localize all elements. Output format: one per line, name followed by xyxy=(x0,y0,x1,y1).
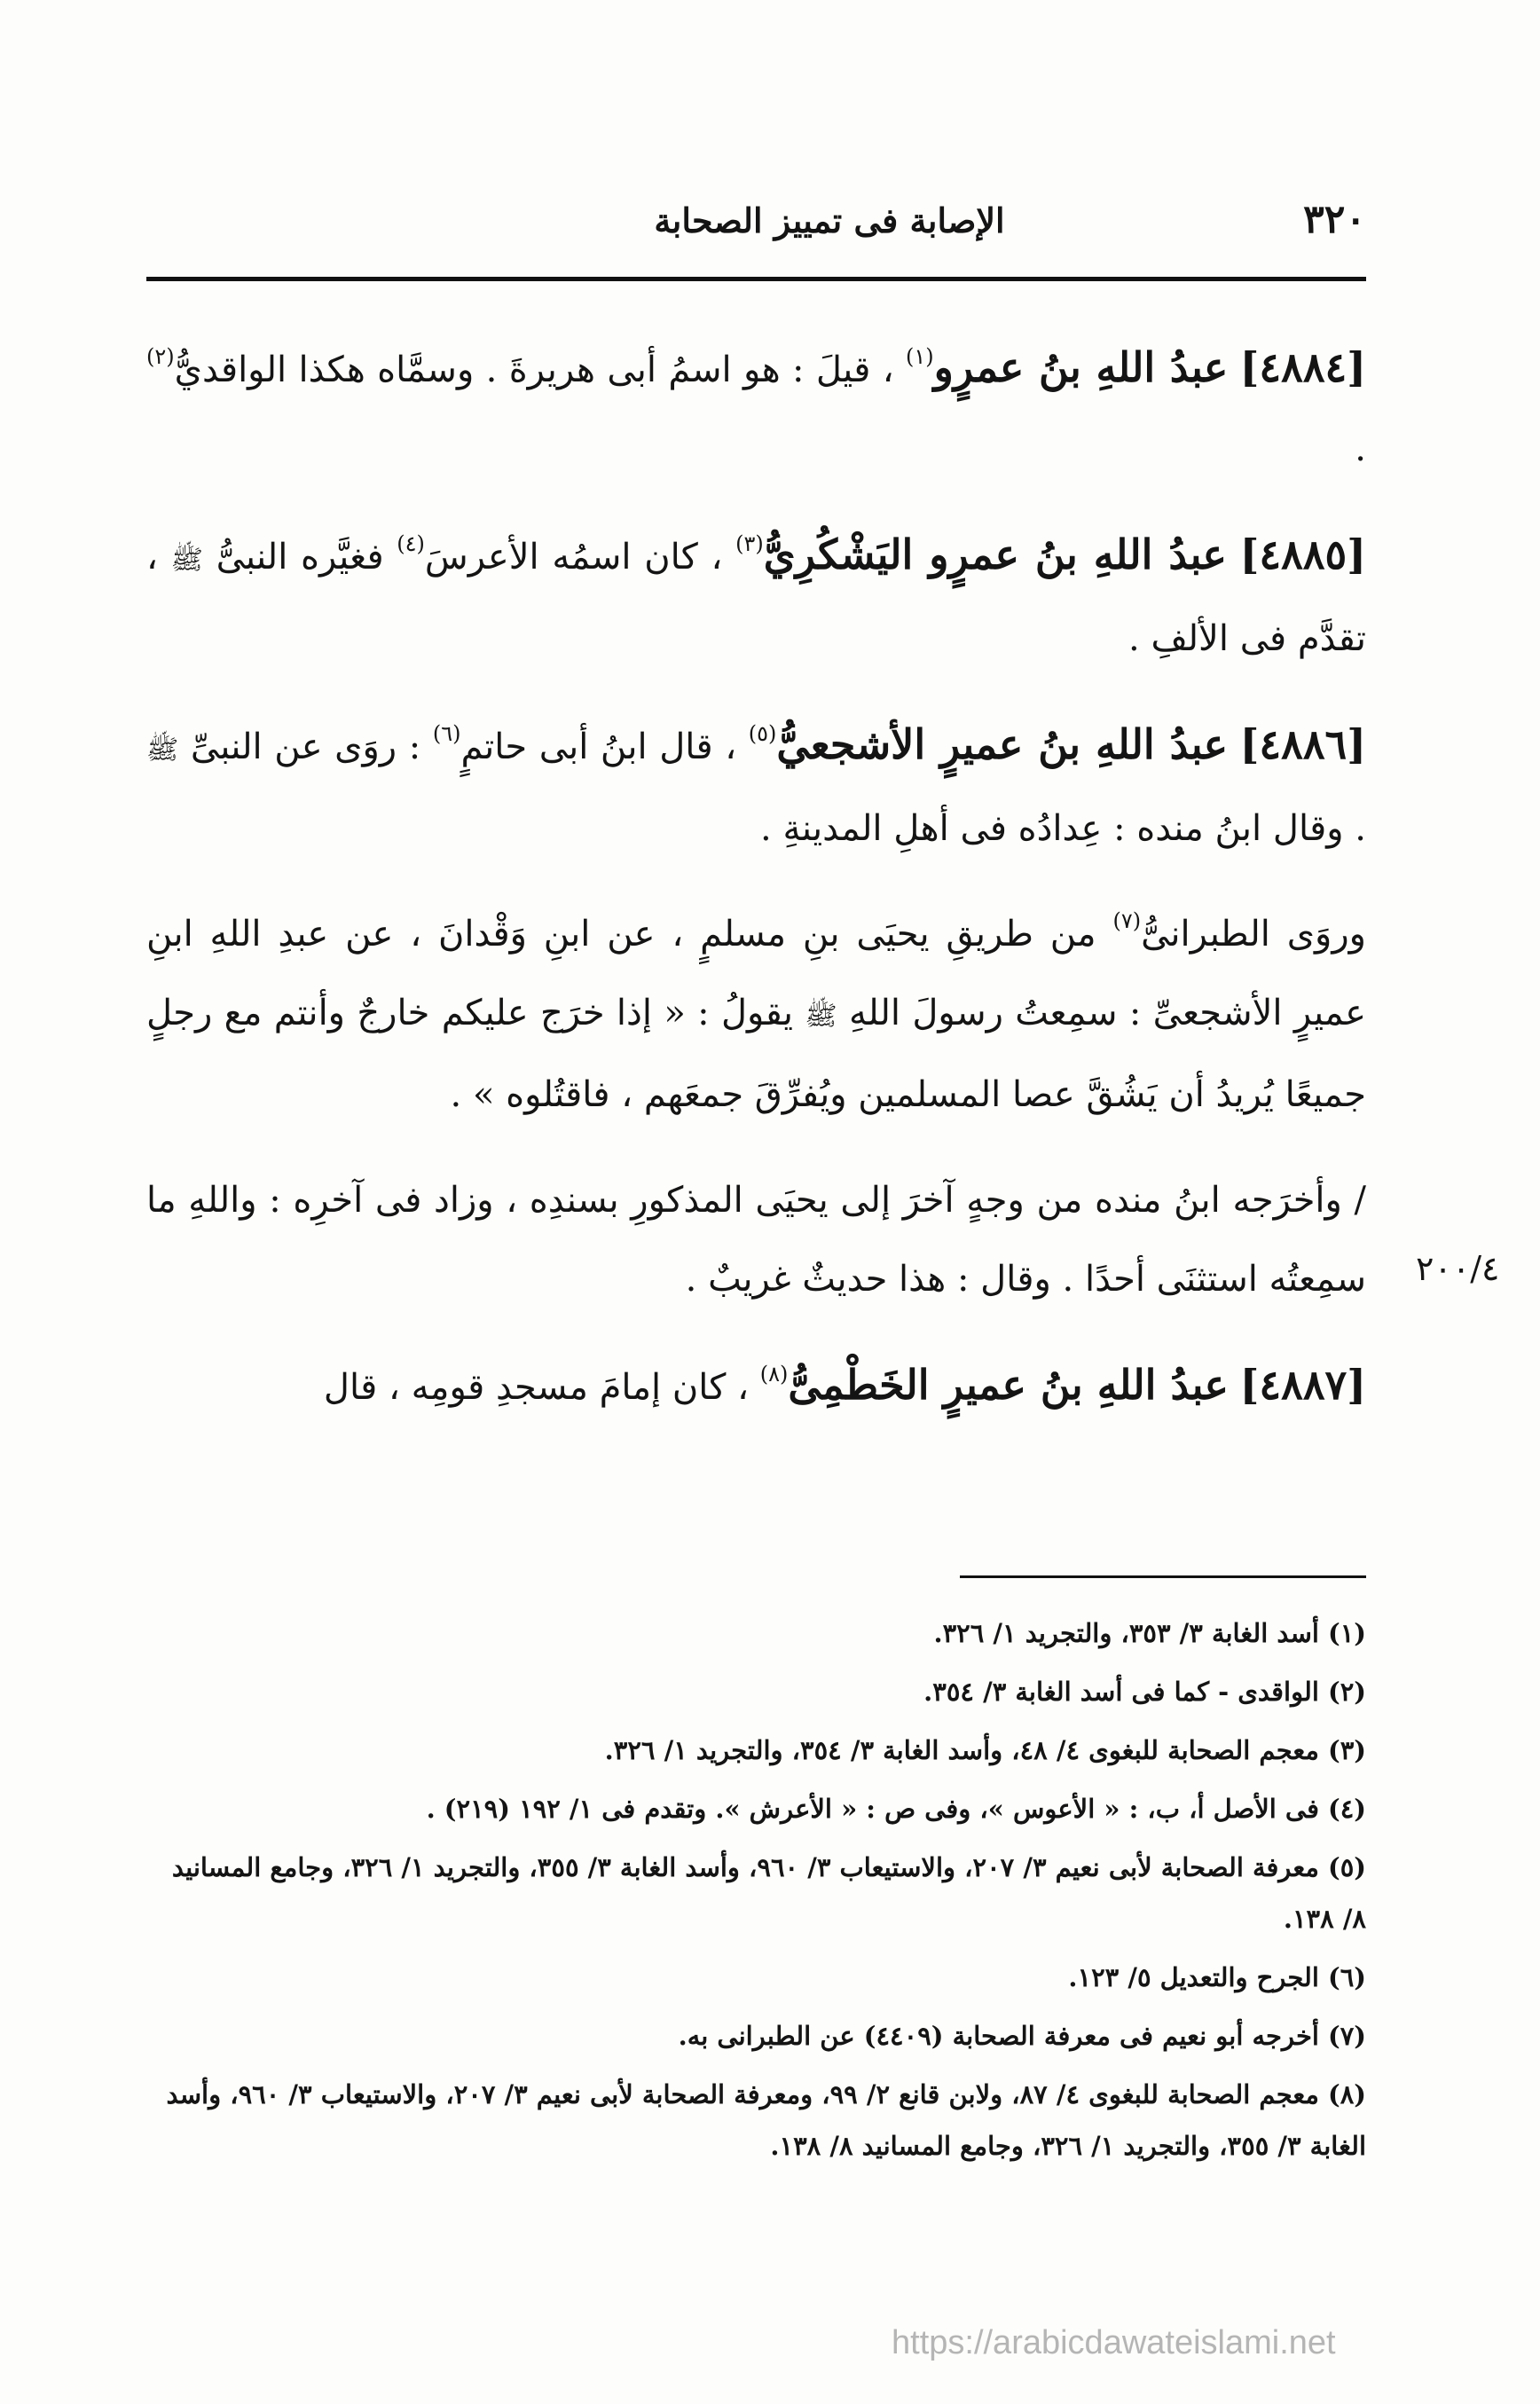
entry-text: ، قال ابنُ أبى حاتمٍ xyxy=(460,727,737,767)
footnote xyxy=(146,2069,1366,2172)
footnote-number: (٥) xyxy=(1327,1852,1366,1882)
footnote xyxy=(146,1952,1366,2003)
footnote-ref: (٢) xyxy=(146,344,175,369)
entry-4884 xyxy=(146,328,1366,489)
main-text xyxy=(146,328,1366,1427)
entry-text: : روَى عن النبىِّ xyxy=(190,727,421,767)
footnote-number: (٧) xyxy=(1327,2021,1366,2051)
footnote-ref: (٦) xyxy=(432,721,461,746)
footnote-number: (٤) xyxy=(1327,1794,1366,1824)
header-rule xyxy=(146,277,1366,281)
paragraph-tabarani xyxy=(146,895,1366,1135)
entry-4886 xyxy=(146,705,1366,868)
salawat-glyph: ﷺ xyxy=(146,735,179,766)
footnotes xyxy=(146,1607,1366,2179)
salawat-glyph: ﷺ xyxy=(805,1001,837,1032)
salawat-glyph: ﷺ xyxy=(170,545,203,576)
footnote xyxy=(146,1724,1366,1776)
footnote-text: أسد الغابة ٣/ ٣٥٣، والتجريد ١/ ٣٢٦. xyxy=(933,1618,1319,1648)
footnote xyxy=(146,1666,1366,1717)
entry-number: [٤٨٨٥] xyxy=(1239,530,1366,578)
entry-text: ، كان إمامَ مسجدِ قومِه ، قال xyxy=(323,1367,750,1408)
entry-name: عبدُ اللهِ بنُ عمرٍو xyxy=(933,343,1229,391)
running-title: الإصابة فى تمييز الصحابة xyxy=(654,200,1005,240)
footnote xyxy=(146,1842,1366,1944)
entry-text: ، قيلَ : هو اسمُ أبى هريرةَ . وسمَّاه هكذا الواقديُّ xyxy=(174,350,894,390)
footnote xyxy=(146,1607,1366,1659)
footnote xyxy=(146,1783,1366,1834)
footnote-number: (١) xyxy=(1327,1618,1366,1648)
page-header xyxy=(293,197,1366,250)
footnote-text: معجم الصحابة للبغوى ٤/ ٨٧، ولابن قانع ٢/ ٩٩، ومعرفة الصحابة لأبى نعيم ٣/ ٢٠٧، والاستيعاب ٣/ ٩٦٠، وأسد الغابة ٣/ ٣٥٥، والتجريد ١/ ٣٢٦، وجامع المسانيد ٨/ ١٣٨. xyxy=(166,2079,1366,2161)
entry-name: عبدُ اللهِ بنُ عميرٍ الأشجعيُّ xyxy=(776,720,1229,768)
entry-text: ، تقدَّم فى الألفِ . xyxy=(146,537,1366,659)
entry-4887 xyxy=(146,1346,1366,1427)
footnote-ref: (٥) xyxy=(748,721,777,746)
footnote-text: الواقدى - كما فى أسد الغابة ٣/ ٣٥٤. xyxy=(923,1677,1319,1707)
footnote-ref: (٤) xyxy=(397,531,425,556)
entry-4885 xyxy=(146,515,1366,679)
paragraph-text: يقولُ : « إذا خرَج عليكم خارجٌ وأنتم مع رجلٍ جميعًا يُريدُ أن يَشُقَّ عصا المسلمين ويُفرِّقَ جمعَهم ، فاقتُلوه » . xyxy=(146,993,1366,1115)
entry-text: فغيَّره النبىُّ xyxy=(216,537,384,577)
footnote-text: الجرح والتعديل ٥/ ١٢٣. xyxy=(1068,1962,1319,1992)
entry-text-end: . xyxy=(1355,428,1366,469)
footnote-ref: (١) xyxy=(906,344,934,369)
paragraph-ibn-mandah: / وأخرَجه ابنُ منده من وجهٍ آخرَ إلى يحيَى المذكورِ بسندِه ، وزاد فى آخرِه : واللهِ ما سمِعتُه استثنَى أحدًا . وقال : هذا حديثٌ غريبٌ . xyxy=(146,1180,1366,1300)
entry-text: . وقال ابنُ منده : عِدادُه فى أهلِ المدينةِ . xyxy=(760,808,1366,849)
margin-note: ٢٠٠/٤ xyxy=(1416,1249,1500,1288)
footnote-number: (٦) xyxy=(1327,1962,1366,1992)
footnote-text: معرفة الصحابة لأبى نعيم ٣/ ٢٠٧، والاستيعاب ٣/ ٩٦٠، وأسد الغابة ٣/ ٣٥٥، والتجريد ١/ ٣٢٦، وجامع المسانيد ٨/ ١٣٨. xyxy=(171,1852,1366,1934)
footnote-ref: (٣) xyxy=(735,531,764,556)
entry-name: عبدُ اللهِ بنُ عمرٍو اليَشْكُرِيُّ xyxy=(763,530,1227,578)
entry-number: [٤٨٨٦] xyxy=(1239,720,1367,768)
footnote-separator xyxy=(960,1575,1366,1578)
footnote-ref: (٨) xyxy=(759,1362,789,1387)
entry-number: [٤٨٨٤] xyxy=(1239,343,1367,391)
entry-name: عبدُ اللهِ بنُ عميرٍ الخَطْمِىُّ xyxy=(788,1361,1229,1409)
footnote-text: فى الأصل أ، ب، : « الأعوس »، وفى ص : « الأعرش ». وتقدم فى ١/ ١٩٢ (٢١٩) . xyxy=(426,1794,1319,1824)
entry-text: ، كان اسمُه الأعرسَ xyxy=(424,537,723,577)
footnote-number: (٨) xyxy=(1327,2079,1366,2109)
footnote-text: أخرجه أبو نعيم فى معرفة الصحابة (٤٤٠٩) عن الطبرانى به. xyxy=(678,2021,1319,2051)
footnote-number: (٢) xyxy=(1327,1677,1366,1707)
footnote-number: (٣) xyxy=(1327,1735,1366,1765)
footnote-ref: (٧) xyxy=(1112,908,1142,933)
footnote-text: معجم الصحابة للبغوى ٤/ ٤٨، وأسد الغابة ٣/ ٣٥٤، والتجريد ١/ ٣٢٦. xyxy=(604,1735,1319,1765)
page-number: ٣٢٠ xyxy=(1303,197,1366,242)
entry-number: [٤٨٨٧] xyxy=(1239,1361,1366,1409)
paragraph-text: من طريقِ يحيَى بنِ مسلمٍ ، عن ابنِ وَقْدانَ ، عن عبدِ اللهِ ابنِ عميرٍ الأشجعىِّ : سمِعتُ رسولَ اللهِ xyxy=(146,914,1367,1033)
footnote xyxy=(146,2010,1366,2062)
paragraph-text: وروَى الطبرانىُّ xyxy=(1141,914,1367,955)
watermark-url: https://arabicdawateislami.net xyxy=(892,2324,1336,2361)
